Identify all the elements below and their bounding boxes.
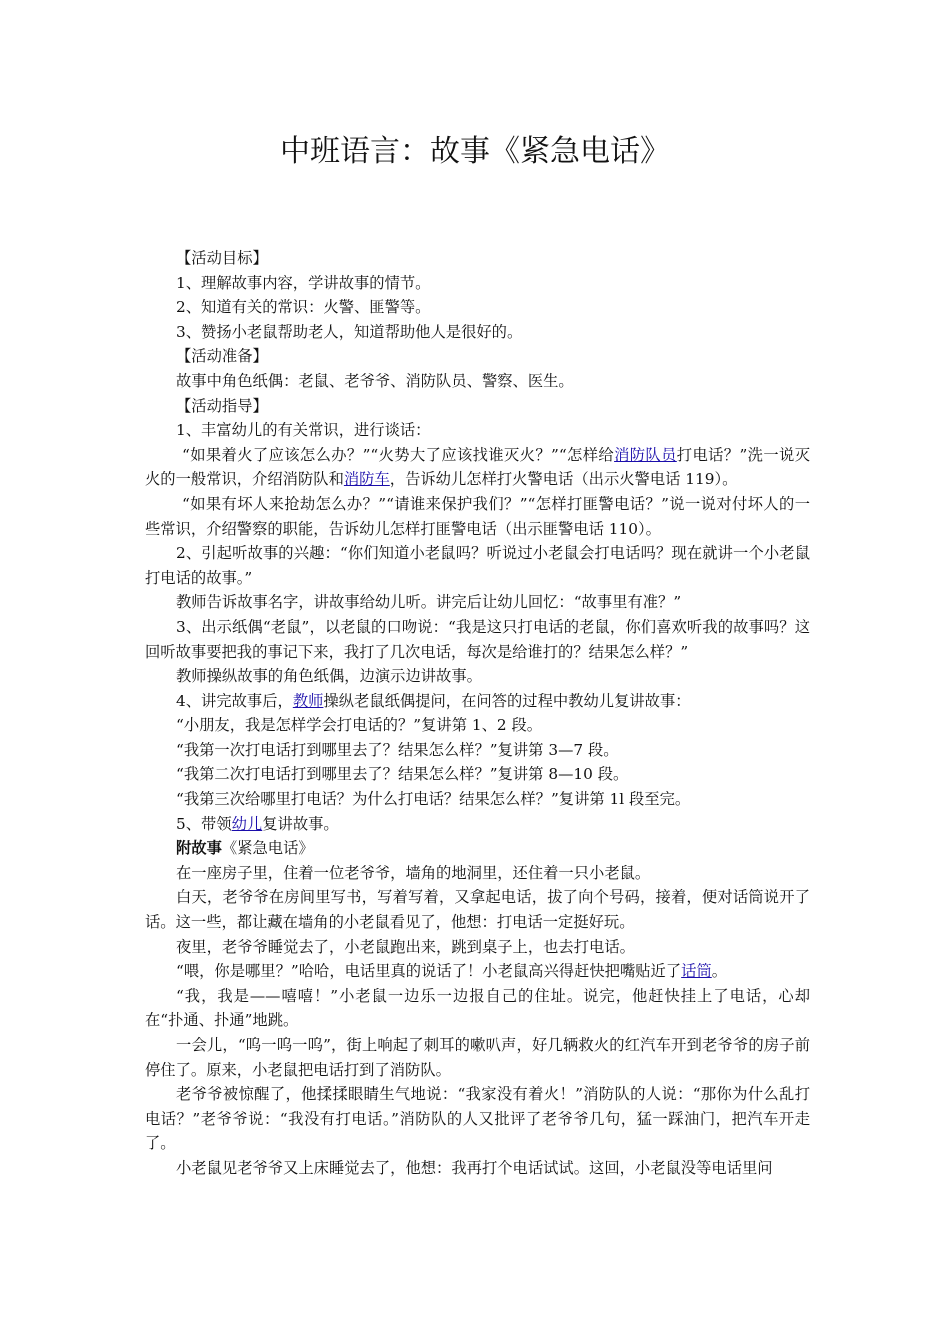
prep-item-1: 故事中角色纸偶：老鼠、老爷爷、消防队员、警察、医生。 (176, 371, 574, 390)
guide-item-3b: 教师操纵故事的角色纸偶，边演示边讲故事。 (176, 667, 482, 686)
goal-header: 【活动目标】 (176, 249, 268, 267)
story-para-3: 夜里，老爷爷睡觉去了，小老鼠跑出来，跳到桌子上，也去打电话。 (176, 937, 635, 956)
guide-item-3: 3、出示纸偶“老鼠”，以老鼠的口吻说：“我是这只打电话的老鼠，你们喜欢听我的故事吗？这回听故事要把我的事记下来，我打了几次电话，每次是给谁打的？结果怎么样？” (145, 617, 810, 661)
guide-header: 【活动指导】 (176, 396, 268, 415)
question-1: “小朋友，我是怎样学会打电话的？”复讲第 1、2 段。 (176, 716, 543, 735)
document-body (145, 246, 810, 1181)
question-2: “我第一次打电话打到哪里去了？结果怎么样？”复讲第 3—7 段。 (176, 740, 619, 759)
goal-item-2: 2、知道有关的常识：火警、匪警等。 (176, 298, 431, 317)
link-fire-truck[interactable]: 消防车 (343, 470, 390, 489)
story-para-1: 在一座房子里，住着一位老爷爷，墙角的地洞里，还住着一只小老鼠。 (176, 863, 651, 882)
story-heading: 附故事《紧急电话》 (176, 839, 314, 858)
guide-item-2b: 教师告诉故事名字，讲故事给幼儿听。讲完后让幼儿回忆：“故事里有准？” (176, 593, 682, 612)
guide-item-1b: “如果有坏人来抢劫怎么办？”“请谁来保护我们？”“怎样打匪警电话？”说一说对付坏人的一些常识，介绍警察的职能，告诉幼儿怎样打匪警电话（出示匪警电话 110）。 (145, 494, 810, 538)
story-para-2: 白天，老爷爷在房间里写书，写着写着，又拿起电话，拔了向个号码，接着，便对话筒说开了话。这一些，都让藏在墙角的小老鼠看见了，他想：打电话一定挺好玩。 (145, 888, 810, 932)
story-para-6: 一会儿，“呜一呜一呜”，街上响起了刺耳的嗽叭声，好几辆救火的红汽车开到老爷爷的房子前停住了。原来，小老鼠把电话打到了消防队。 (145, 1036, 810, 1079)
guide-item-1: 1、丰富幼儿的有关常识，进行谈话： (176, 421, 431, 440)
question-4: “我第三次给哪里打电话？为什么打电话？结果怎么样？”复讲第 1l 段至完。 (176, 790, 691, 809)
link-children[interactable]: 幼儿 (231, 814, 263, 833)
guide-item-5: 5、带领幼儿复讲故事。 (176, 814, 339, 833)
link-teacher[interactable]: 教师 (292, 691, 324, 710)
link-receiver[interactable]: 话筒 (681, 962, 712, 981)
story-para-4: “喂，你是哪里？”哈哈，电话里真的说话了！小老鼠高兴得赶快把嘴贴近了话筒。 (176, 962, 728, 981)
story-para-5: “我，我是——嘻嘻！”小老鼠一边乐一边报自己的住址。说完，他赶快挂上了电话，心却在“扑通、扑通”地跳。 (145, 986, 810, 1030)
guide-item-4: 4、讲完故事后，教师操纵老鼠纸偶提问，在问答的过程中教幼儿复讲故事： (176, 691, 691, 710)
goal-item-1: 1、理解故事内容，学讲故事的情节。 (176, 273, 431, 292)
story-para-7: 老爷爷被惊醒了，他揉揉眼睛生气地说：“我家没有着火！”消防队的人说：“那你为什么乱打电话？”老爷爷说：“我没有打电话。”消防队的人又批评了老爷爷几句，猛一踩油门，把汽车开走了。 (145, 1085, 810, 1153)
page-title: 中班语言：故事《紧急电话》 (280, 134, 670, 169)
prep-header: 【活动准备】 (176, 347, 268, 366)
link-firefighters[interactable]: 消防队员 (614, 445, 677, 464)
question-3: “我第二次打电话打到哪里去了？结果怎么样？”复讲第 8—10 段。 (176, 765, 629, 784)
story-para-8: 小老鼠见老爷爷又上床睡觉去了，他想：我再打个电话试试。这回，小老鼠没等电话里问 (176, 1158, 773, 1177)
guide-item-2: 2、引起听故事的兴趣：“你们知道小老鼠吗？听说过小老鼠会打电话吗？现在就讲一个小老鼠打电话的故事。” (145, 544, 810, 587)
goal-item-3: 3、赞扬小老鼠帮助老人，知道帮助他人是很好的。 (176, 322, 523, 341)
guide-item-1a: “如果着火了应该怎么办？”“火势大了应该找谁灭火？”“怎样给消防队员打电话？”洗一说灭火的一般常识，介绍消防队和消防车，告诉幼儿怎样打火警电话（出示火警电话 119）。 (145, 445, 810, 489)
